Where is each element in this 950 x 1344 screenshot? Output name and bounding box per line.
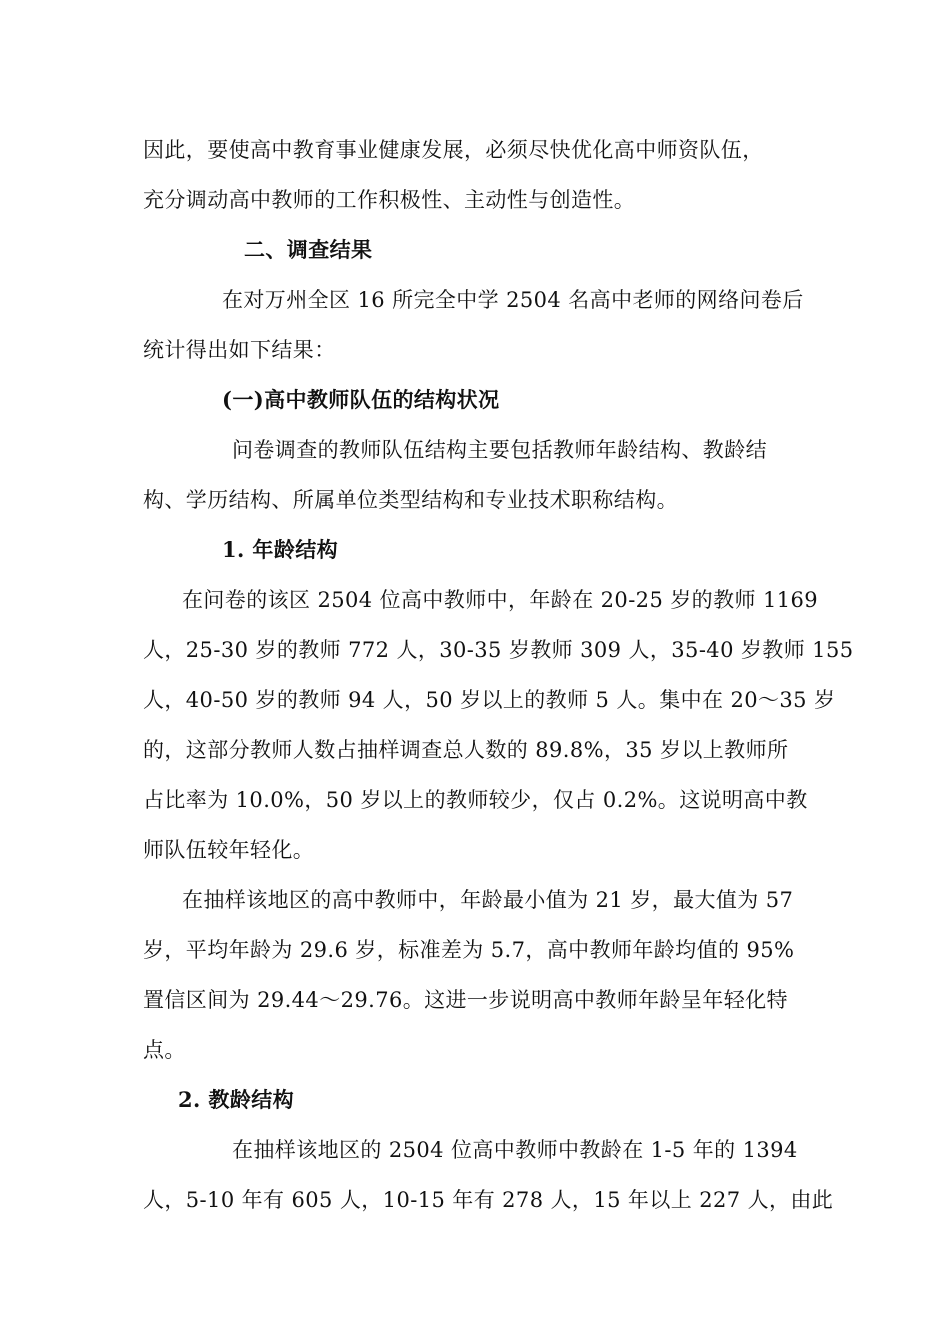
teaching-age-line-2: 人，5-10 年有 605 人，10-15 年有 278 人，15 年以上 227 人，由此	[143, 1188, 834, 1212]
age-paragraph-1-line-4: 的，这部分教师人数占抽样调查总人数的 89.8%，35 岁以上教师所	[143, 738, 789, 762]
structure-line-1: 问卷调查的教师队伍结构主要包括教师年龄结构、教龄结	[232, 438, 767, 462]
age-paragraph-1-line-3: 人，40-50 岁的教师 94 人，50 岁以上的教师 5 人。集中在 20～35 岁	[143, 688, 836, 712]
intro-line-1: 因此，要使高中教育事业健康发展，必须尽快优化高中师资队伍，	[143, 138, 764, 162]
section-heading: 二、调查结果	[244, 237, 373, 262]
age-paragraph-1-line-1: 在问卷的该区 2504 位高中教师中，年龄在 20-25 岁的教师 1169	[182, 588, 819, 612]
age-heading: 1. 年龄结构	[222, 537, 339, 562]
intro-line-2: 充分调动高中教师的工作积极性、主动性与创造性。	[143, 188, 636, 212]
teaching-age-line-1: 在抽样该地区的 2504 位高中教师中教龄在 1-5 年的 1394	[232, 1138, 798, 1162]
survey-line-1: 在对万州全区 16 所完全中学 2504 名高中老师的网络问卷后	[222, 288, 804, 312]
teaching-age-heading: 2. 教龄结构	[178, 1087, 295, 1112]
age-paragraph-1-line-5: 占比率为 10.0%，50 岁以上的教师较少，仅占 0.2%。这说明高中教	[143, 788, 808, 812]
subsection-heading: (一)高中教师队伍的结构状况	[222, 387, 500, 412]
age-paragraph-1-line-6: 师队伍较年轻化。	[143, 838, 315, 862]
survey-line-2: 统计得出如下结果：	[143, 338, 336, 362]
age-paragraph-2-line-3: 置信区间为 29.44～29.76。这进一步说明高中教师年龄呈年轻化特	[143, 988, 788, 1012]
age-paragraph-2-line-2: 岁，平均年龄为 29.6 岁，标准差为 5.7，高中教师年龄均值的 95%	[143, 938, 795, 962]
structure-line-2: 构、学历结构、所属单位类型结构和专业技术职称结构。	[143, 488, 678, 512]
age-paragraph-2-line-4: 点。	[143, 1038, 186, 1062]
age-paragraph-1-line-2: 人，25-30 岁的教师 772 人，30-35 岁教师 309 人，35-40 岁教师 155	[143, 638, 854, 662]
age-paragraph-2-line-1: 在抽样该地区的高中教师中，年龄最小值为 21 岁，最大值为 57	[182, 888, 794, 912]
